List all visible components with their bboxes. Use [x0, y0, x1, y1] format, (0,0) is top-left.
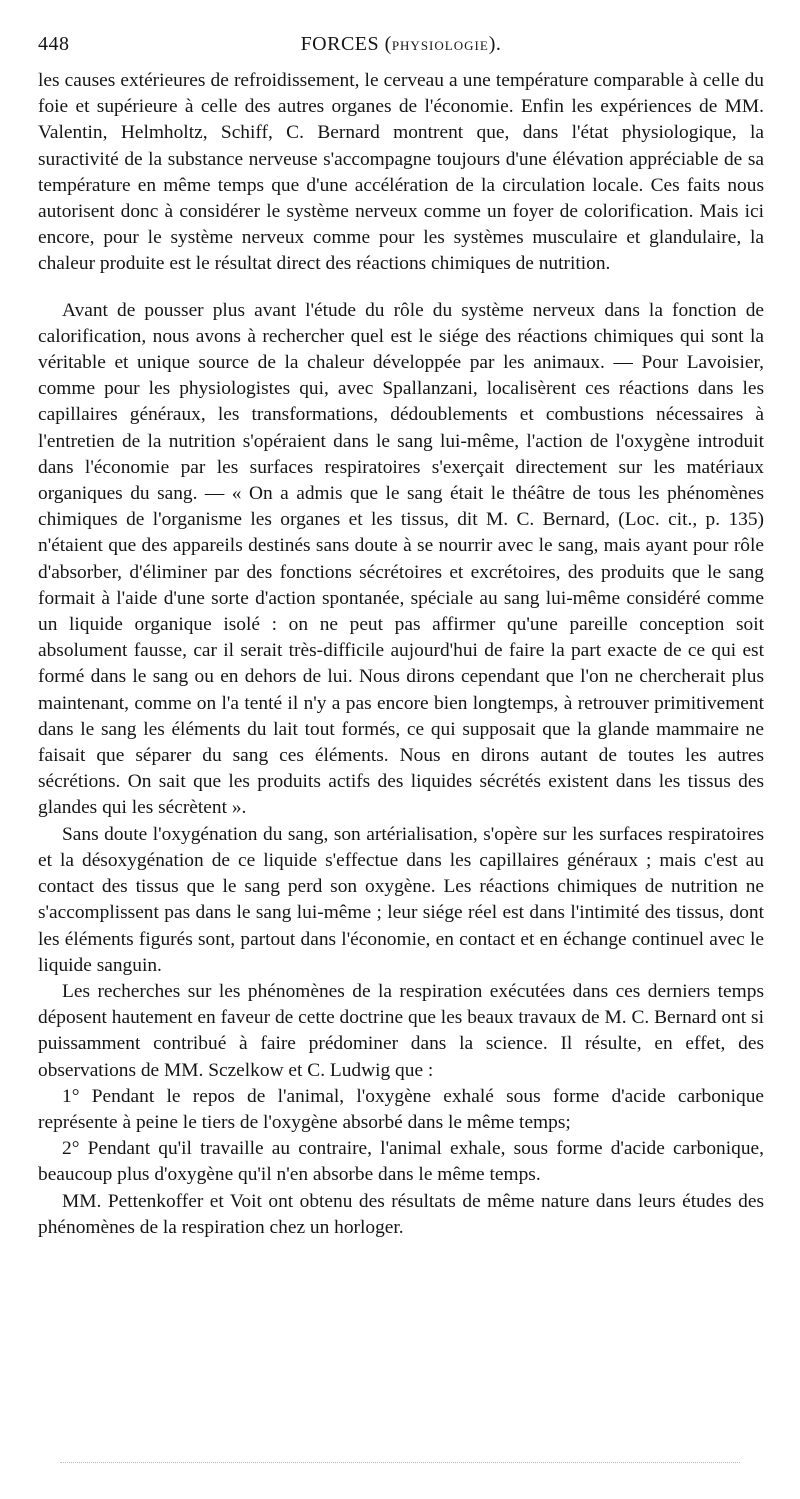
paragraph-lavoisier: Avant de pousser plus avant l'étude du rôle du système nerveux dans la fonction de calorification, nous avons à rechercher quel est le siége des réactions chimiques qui sont la véritable et unique source de la chaleur développée par les animaux. — Pour Lavoisier, comme pour les physiologistes qui, avec Spallanzani, localisèrent ces réactions dans les capillaires généraux, les transformations, dédoublements et combustions nécessaires à l'entretien de la nutrition s'opéraient dans le sang lui-même, l'action de l'oxygène introduit dans l'économie par les surfaces respiratoires s'exerçait directement sur les matériaux organiques du sang. — « On a admis que le sang était le théâtre de tous les phénomènes chimiques de l'organisme les organes et les tissus, dit M. C. Bernard, (Loc. cit., p. 135) n'étaient que des appareils destinés sans doute à se nourrir avec le sang, mais ayant pour rôle d'absorber, d'éliminer par des fonctions sécrétoires et excrétoires, des produits que le sang formait à l'aide d'une sorte d'action spontanée, spéciale au sang lui-même considéré comme un liquide organique isolé : on ne peut pas affirmer qu'une pareille conception soit absolument fausse, car il serait très-difficile aujourd'hui de faire la part exacte de ce qui est formé dans le sang ou en dehors de lui. Nous dirons cependant que l'on ne chercherait plus maintenant, comme on l'a tenté il n'y a pas encore bien longtemps, à retrouver primitivement dans le sang les éléments du lait tout formés, ce qui supposait que la glande mammaire ne faisait que séparer du sang ces éléments. Nous en dirons autant de toutes les autres sécrétions. On sait que les produits actifs des liquides sécrétés existent dans les tissus des glandes qui les sécrètent ». — [38, 299, 764, 819]
paragraph-respiration-research: Les recherches sur les phénomènes de la respiration exécutées dans ces derniers temps déposent hautement en faveur de cette doctrine que les beaux travaux de M. C. Bernard ont si puissamment contribué à faire prédominer dans la science. Il résulte, en effet, des observations de MM. Sczelkow et C. Ludwig que : — [38, 980, 764, 1081]
list-item-repos: 1° Pendant le repos de l'animal, l'oxygène exhalé sous forme d'acide carbonique représente à peine le tiers de l'oxygène absorbé dans le même temps; — [38, 1085, 764, 1133]
running-title-end: ). — [488, 33, 502, 55]
footer-rule — [60, 1462, 740, 1463]
page-number: 448 — [38, 33, 70, 55]
paragraph-pettenkoffer: MM. Pettenkoffer et Voit ont obtenu des résultats de même nature dans leurs études des phénomènes de la respiration chez un horloger. — [38, 1190, 764, 1238]
running-title — [38, 28, 764, 62]
running-title-main: FORCES ( — [300, 33, 392, 55]
document-page — [38, 28, 764, 1241]
body-text — [38, 68, 764, 1241]
running-title-small-caps: PHYSIOLOGIE — [391, 38, 489, 53]
list-item-travaille: 2° Pendant qu'il travaille au contraire, l'animal exhale, sous forme d'acide carbonique, beaucoup plus d'oxygène qu'il n'en absorbe dans le même temps. — [38, 1138, 764, 1186]
paragraph-continuation: les causes extérieures de refroidissement, le cerveau a une température comparable à celle du foie et supérieure à celle des autres organes de l'économie. Enfin les expériences de MM. Valentin, Helmholtz, Schiff, C. Bernard montrent que, dans l'état physiologique, la suractivité de la substance nerveuse s'accompagne toujours d'une élévation appréciable de sa température en même temps que d'une accélération de la circulation locale. Ces faits nous autorisent donc à considérer le système nerveux comme un foyer de colorification. Mais ici encore, pour le système nerveux comme pour les systèmes musculaire et glandulaire, la chaleur produite est le résultat direct des réactions chimiques de nutrition. — [38, 70, 764, 275]
page-header — [38, 28, 764, 60]
paragraph-oxygenation: Sans doute l'oxygénation du sang, son artérialisation, s'opère sur les surfaces respiratoires et la désoxygénation de ce liquide s'effectue dans les capillaires généraux ; mais c'est au contact des tissus que le sang perd son oxygène. Les réactions chimiques de nutrition ne s'accomplissent pas dans le sang lui-même ; leur siége réel est dans l'intimité des tissus, dont les éléments figurés sont, partout dans l'économie, en contact et en échange continuel avec le liquide sanguin. — [38, 823, 764, 976]
